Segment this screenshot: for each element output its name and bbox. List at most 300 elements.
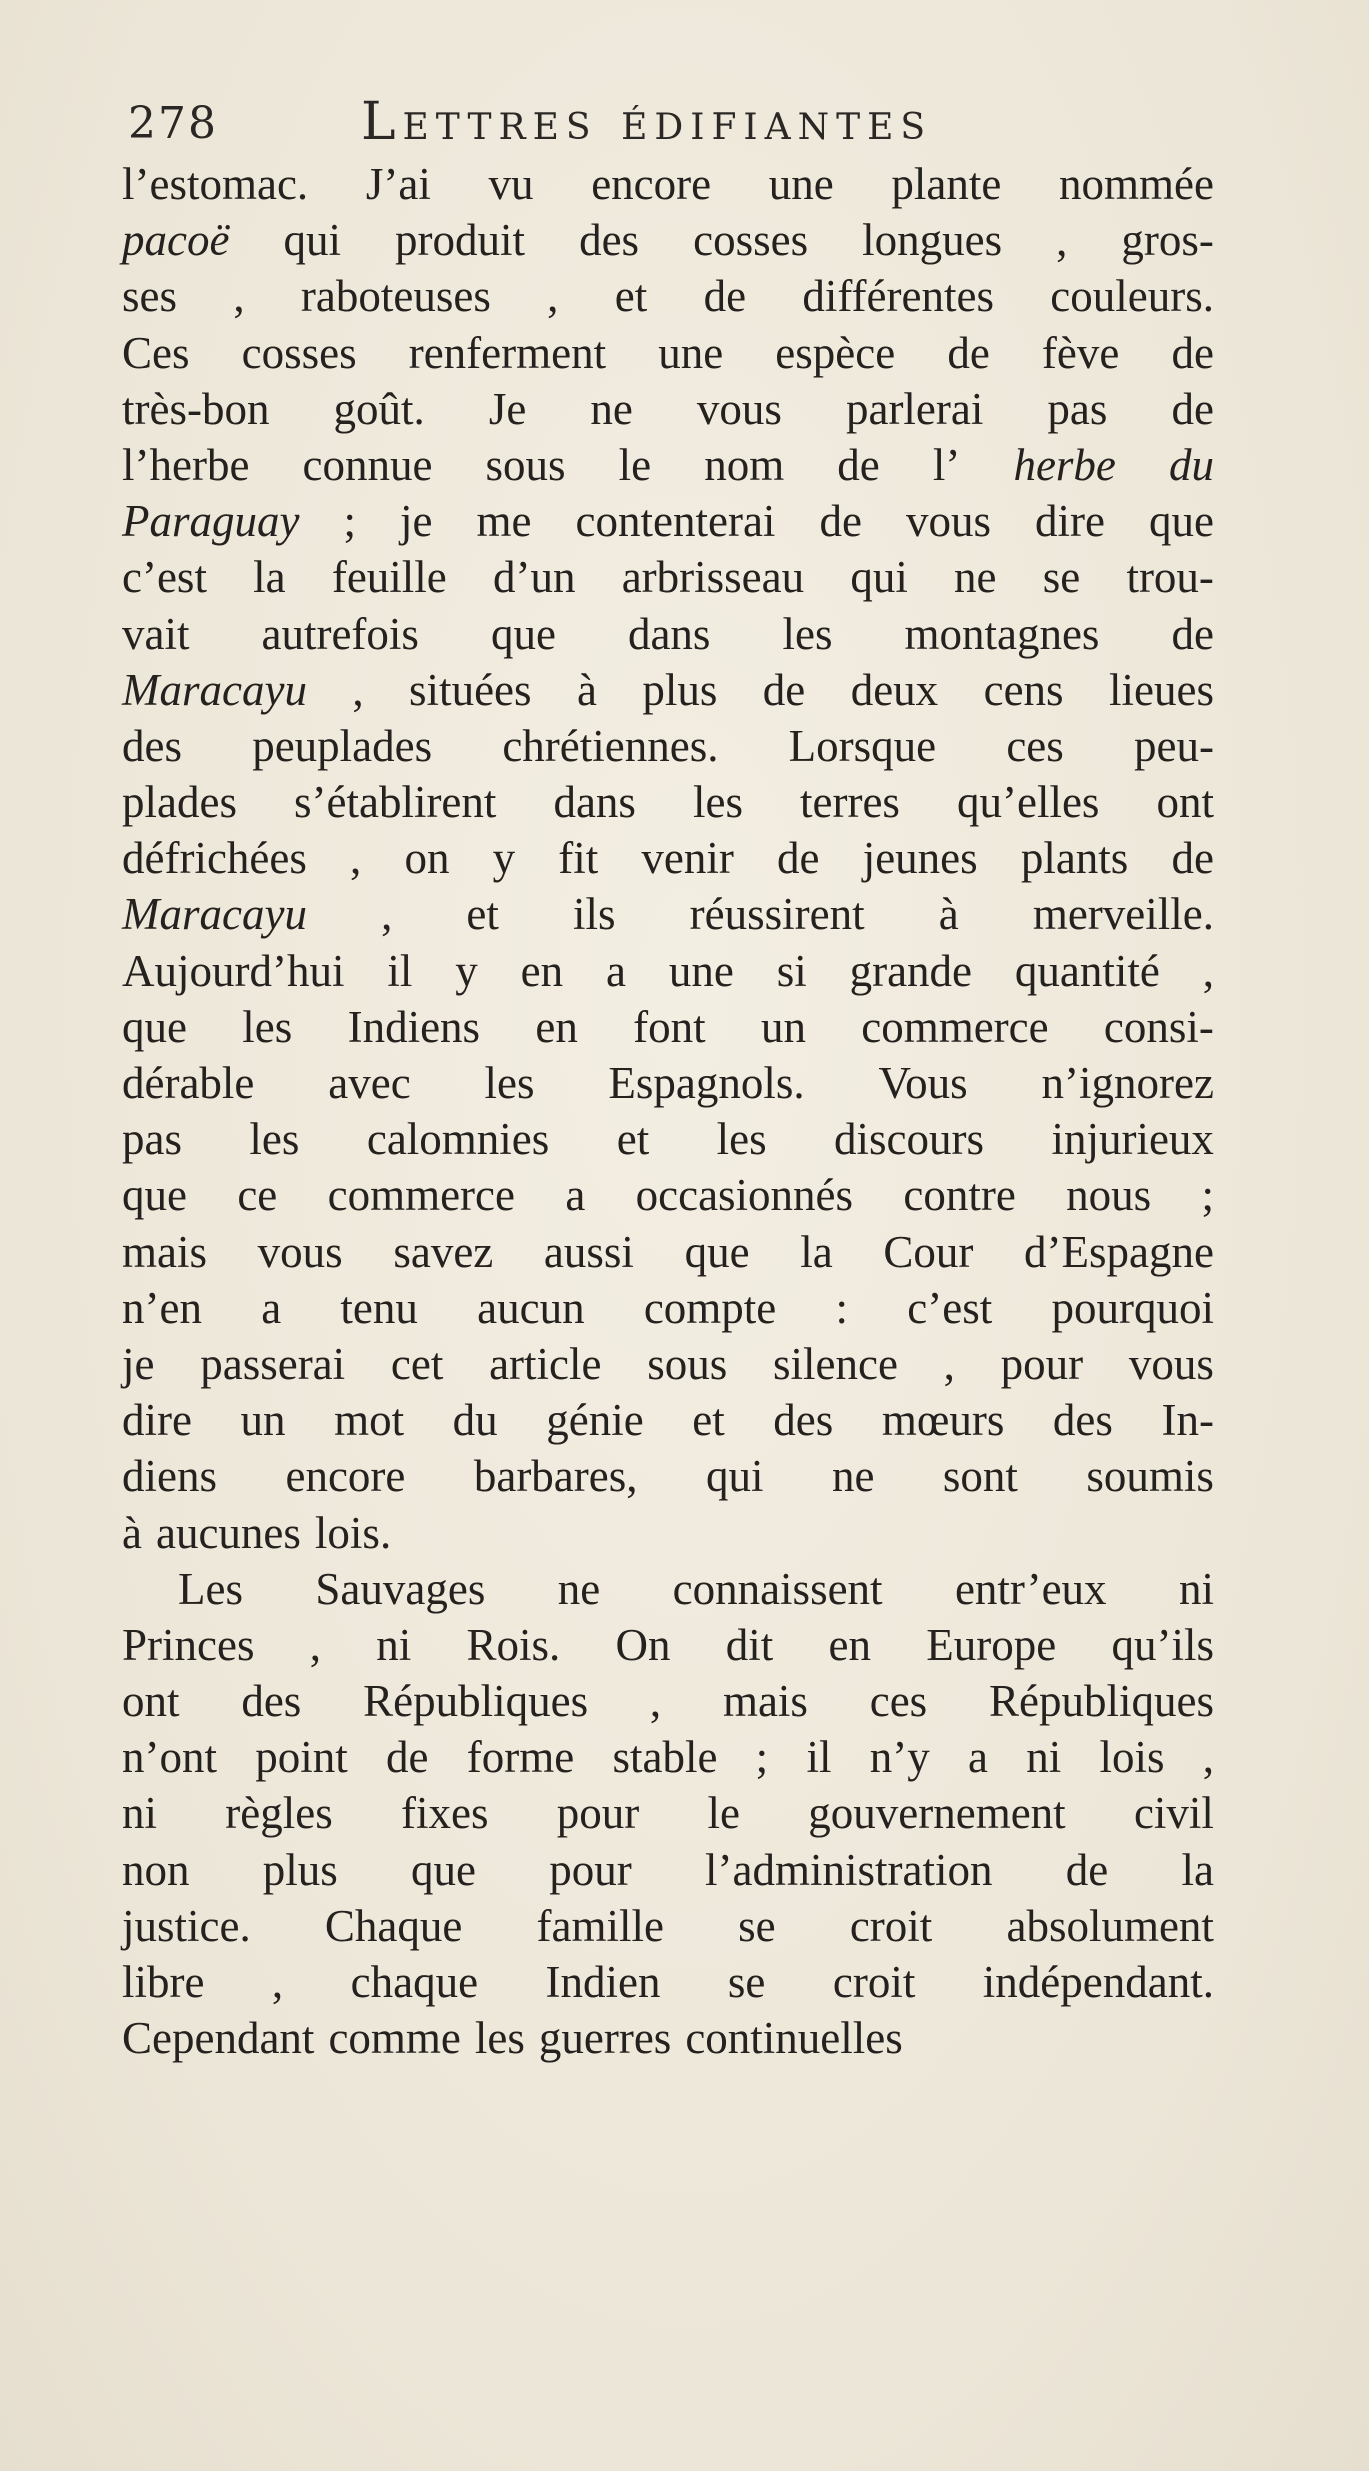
word: génie [546, 1395, 644, 1446]
word: On [615, 1619, 671, 1670]
word: cosses [241, 327, 357, 378]
text-line [122, 1167, 1214, 1223]
word: qui [283, 215, 341, 266]
word: très-bon [122, 383, 270, 434]
word: dans [627, 608, 711, 659]
word: article [489, 1338, 602, 1389]
word: vous [1128, 1338, 1214, 1389]
word: a [565, 1170, 586, 1221]
word: des [122, 720, 182, 771]
word: font [633, 1001, 706, 1052]
word: dérable [122, 1058, 255, 1108]
word: consi- [1103, 1001, 1214, 1052]
word: peu- [1133, 720, 1214, 771]
word: plus [642, 664, 718, 715]
word: gros- [1121, 215, 1214, 266]
word: croit [849, 1900, 933, 1951]
word: il [806, 1732, 832, 1783]
word: qui [850, 552, 908, 603]
word: mais [122, 1226, 207, 1277]
text-line [122, 1111, 1214, 1167]
word: libre [122, 1957, 205, 2007]
word: à [576, 664, 597, 715]
word: de [837, 439, 880, 490]
word: civil [1133, 1788, 1214, 1839]
word: encore [285, 1451, 406, 1502]
word: il [387, 945, 413, 996]
text-line [122, 1954, 1214, 2010]
text-line [122, 1785, 1214, 1841]
text-line [122, 381, 1214, 437]
word: calomnies [366, 1114, 550, 1165]
word: je [400, 496, 433, 547]
word: mais [722, 1676, 808, 1727]
word: , [271, 1957, 284, 2007]
word: pour [549, 1844, 632, 1895]
text-line [122, 1392, 1214, 1448]
word: Républiques [363, 1676, 589, 1727]
word: feuille [331, 552, 447, 603]
word: terres [800, 777, 900, 828]
word: plants [1020, 833, 1129, 884]
word: vous [905, 496, 991, 547]
word: y [492, 833, 516, 884]
word: Aujourd’hui [122, 945, 345, 996]
word: que [1148, 496, 1214, 547]
word: diens [122, 1451, 217, 1502]
word: mœurs [881, 1395, 1005, 1446]
text-line [122, 212, 1214, 268]
word: connue [302, 439, 433, 490]
word: de [1065, 1844, 1109, 1895]
word: fit [558, 833, 599, 884]
word: que [490, 608, 556, 659]
word: des [1052, 1395, 1113, 1446]
word: Cour [883, 1226, 974, 1277]
word: Chaque [324, 1900, 463, 1951]
word: ils [573, 889, 616, 940]
text-line [122, 886, 1214, 942]
word: de [1171, 327, 1214, 378]
word: aussi [543, 1226, 634, 1277]
word: un [240, 1395, 286, 1446]
word: ne [590, 383, 633, 434]
word: ; [343, 496, 357, 547]
word: Rois. [466, 1619, 561, 1670]
word: passerai [200, 1338, 346, 1389]
word: comme [328, 2013, 461, 2064]
word: que [411, 1844, 476, 1895]
word: chaque [350, 1957, 479, 2007]
word: renferment [408, 327, 607, 378]
word: qui [705, 1451, 764, 1502]
text-line [122, 606, 1214, 662]
word: qu’ils [1111, 1619, 1214, 1670]
word: a [605, 945, 626, 996]
word: ni [1026, 1732, 1062, 1783]
word: , [233, 271, 245, 322]
word: de [703, 271, 747, 322]
word: le [707, 1788, 740, 1839]
word: situées [409, 664, 532, 715]
word: de [777, 833, 820, 884]
word: et [692, 1395, 725, 1446]
word: compte [643, 1282, 777, 1333]
word: l’herbe [122, 439, 250, 490]
text-line [122, 156, 1214, 212]
word: n’en [122, 1282, 202, 1333]
word: sous [485, 439, 566, 490]
word: ni [122, 1788, 158, 1839]
word: croit [832, 1957, 916, 2007]
word: différentes [802, 271, 994, 322]
word: pour [556, 1788, 640, 1839]
word: des [241, 1676, 302, 1727]
word: deux [850, 664, 939, 715]
word: pourquoi [1051, 1282, 1214, 1333]
word: longues [862, 215, 1003, 266]
word: Espagnols. [608, 1058, 805, 1108]
word: produit [395, 215, 526, 266]
word: ces [1006, 720, 1064, 771]
word: Lorsque [788, 720, 937, 771]
word: contenterai [575, 496, 776, 547]
word: dans [553, 777, 636, 828]
word: silence [773, 1338, 898, 1389]
word: les [692, 777, 743, 828]
word: n’ont [122, 1732, 217, 1783]
italic-word: Paraguay [122, 496, 300, 547]
word: Ces [122, 327, 190, 378]
word: se [738, 1900, 776, 1951]
word: et [616, 1114, 650, 1165]
text-line [122, 830, 1214, 886]
word: trou- [1126, 552, 1214, 603]
word: en [535, 1001, 578, 1052]
word: : [835, 1282, 849, 1333]
word: Vous [878, 1058, 968, 1108]
word: plante [891, 159, 1002, 209]
word: , [309, 1619, 321, 1670]
text-line [122, 1729, 1214, 1785]
word: que [122, 1170, 187, 1221]
word: se [727, 1957, 766, 2007]
word: quantité [1014, 945, 1160, 996]
text-line [122, 1842, 1214, 1898]
word: les [249, 1114, 300, 1165]
word: ses [122, 271, 177, 322]
word: , [1202, 945, 1214, 996]
word: que [684, 1226, 750, 1277]
word: ne [557, 1563, 601, 1614]
word: Princes [122, 1619, 255, 1670]
word: sont [942, 1451, 1018, 1502]
word: grande [849, 945, 973, 996]
word: s’établirent [294, 777, 497, 828]
text-line [122, 662, 1214, 718]
word: lieues [1109, 664, 1214, 715]
word: les [484, 1058, 535, 1108]
word: à [938, 889, 959, 940]
text-line [122, 1673, 1214, 1729]
word: forme [466, 1732, 575, 1783]
body-text [122, 156, 1214, 2066]
word: merveille. [1032, 889, 1214, 940]
word: si [776, 945, 807, 996]
text-line [122, 325, 1214, 381]
word: cet [390, 1338, 444, 1389]
word: continuelles [685, 2013, 903, 2064]
word: pour [1000, 1338, 1084, 1389]
word: les [716, 1114, 767, 1165]
word: plades [122, 777, 237, 828]
word: venir [641, 833, 734, 884]
word: guerres [538, 2013, 672, 2064]
word: jeunes [862, 833, 978, 884]
word: a [967, 1732, 988, 1783]
word: Indiens [347, 1001, 481, 1052]
word: Sauvages [315, 1563, 486, 1614]
word: ni [376, 1619, 412, 1670]
word: cens [983, 664, 1064, 715]
word: un [760, 1001, 806, 1052]
text-line [122, 1898, 1214, 1954]
word: espèce [775, 327, 896, 378]
word: ; [1201, 1170, 1214, 1221]
word: l’ [932, 439, 961, 490]
word: contre [903, 1170, 1016, 1221]
word: lois [1099, 1732, 1165, 1783]
text-line [122, 774, 1214, 830]
word: du [452, 1395, 498, 1446]
text-line [122, 1280, 1214, 1336]
word: absolument [1006, 1900, 1214, 1951]
word: parlerai [845, 383, 984, 434]
word: nommée [1059, 159, 1214, 209]
text-line [122, 1561, 1214, 1617]
word: fixes [401, 1788, 489, 1839]
italic-word: Maracayu [122, 664, 307, 715]
word: Indien [545, 1957, 661, 2007]
word: arbrisseau [621, 552, 805, 603]
word: pas [1047, 383, 1108, 434]
word: ces [869, 1676, 928, 1727]
word: entr’eux [954, 1563, 1107, 1614]
word: montagnes [904, 608, 1100, 659]
word: règles [225, 1788, 333, 1839]
word: aucun [477, 1282, 585, 1333]
word: l’estomac. [122, 159, 309, 209]
word: vu [488, 159, 534, 209]
word: une [768, 159, 834, 209]
page-header [128, 92, 1228, 152]
word: ce [237, 1170, 278, 1221]
word: de [819, 496, 862, 547]
text-line [122, 1448, 1214, 1504]
word: plus [262, 1844, 338, 1895]
word: se [1042, 552, 1081, 603]
text-line [122, 549, 1214, 605]
word: de [386, 1732, 429, 1783]
word: dit [725, 1619, 774, 1670]
word: , [381, 889, 393, 940]
text-line [122, 1505, 1214, 1561]
word: n’ignorez [1041, 1058, 1214, 1108]
text-line [122, 268, 1214, 324]
word: gouvernement [808, 1788, 1066, 1839]
word: y [455, 945, 478, 996]
word: nous [1066, 1170, 1152, 1221]
word: non [122, 1844, 190, 1895]
word: que [122, 1001, 187, 1052]
word: couleurs. [1050, 271, 1214, 322]
word: vait [122, 608, 190, 659]
word: à [122, 1507, 142, 1558]
italic-word: du [1168, 439, 1214, 490]
word: qu’elles [956, 777, 1100, 828]
word: raboteuses [300, 271, 491, 322]
word: point [255, 1732, 348, 1783]
word: l’administration [705, 1844, 993, 1895]
word: tenu [340, 1282, 418, 1333]
word: je [122, 1338, 155, 1389]
word: avec [328, 1058, 411, 1108]
word: autrefois [261, 608, 419, 659]
word: mot [334, 1395, 405, 1446]
word: les [242, 1001, 293, 1052]
word: et [614, 271, 648, 322]
text-line [122, 1055, 1214, 1111]
word: dire [1034, 496, 1105, 547]
word: ne [954, 552, 997, 603]
word: indépendant. [982, 1957, 1214, 2007]
word: des [579, 215, 640, 266]
word: vous [257, 1226, 343, 1277]
word: en [520, 945, 564, 996]
word: ont [1156, 777, 1214, 828]
word: nom [704, 439, 785, 490]
word: c’est [907, 1282, 993, 1333]
word: barbares, [473, 1451, 638, 1502]
word: me [476, 496, 532, 547]
italic-word: pacoë [122, 215, 230, 266]
word: commerce [861, 1001, 1049, 1052]
word: une [668, 945, 734, 996]
word: , [352, 664, 364, 715]
word: dire [122, 1395, 192, 1446]
word: sous [647, 1338, 728, 1389]
word: réussirent [689, 889, 865, 940]
word: pas [122, 1114, 182, 1165]
word: stable [612, 1732, 718, 1783]
word: vous [696, 383, 782, 434]
text-line [122, 1617, 1214, 1673]
word: les [782, 608, 833, 659]
word: le [618, 439, 652, 490]
word: injurieux [1051, 1114, 1214, 1165]
word: cosses [693, 215, 809, 266]
word: et [466, 889, 499, 940]
word: occasionnés [635, 1170, 854, 1221]
word: peuplades [252, 720, 433, 771]
word: la [1181, 1844, 1214, 1895]
word: savez [393, 1226, 494, 1277]
word: de [1171, 833, 1214, 884]
word: d’un [493, 552, 576, 603]
word: a [261, 1282, 282, 1333]
word: discours [834, 1114, 985, 1165]
word: encore [591, 159, 712, 209]
word: d’Espagne [1024, 1226, 1214, 1277]
running-title: Lettres édifiantes [361, 92, 933, 152]
word: ni [1178, 1563, 1214, 1614]
word: , [350, 833, 362, 884]
word: Cependant [122, 2013, 315, 2064]
word: Les [178, 1563, 243, 1614]
word: c’est [122, 552, 207, 603]
word: fève [1041, 327, 1120, 378]
word: n’y [869, 1732, 930, 1783]
text-line [122, 718, 1214, 774]
word: Républiques [989, 1676, 1214, 1727]
word: de [947, 327, 990, 378]
word: , [1202, 1732, 1214, 1783]
word: J’ai [365, 159, 431, 209]
word: les [474, 2013, 525, 2064]
text-line [122, 437, 1214, 493]
word: de [762, 664, 806, 715]
word: famille [536, 1900, 664, 1951]
word: soumis [1086, 1451, 1214, 1502]
word: en [828, 1619, 872, 1670]
text-line [122, 1336, 1214, 1392]
text-line [122, 943, 1214, 999]
word: une [658, 327, 724, 378]
word: goût. [333, 383, 425, 434]
word: on [404, 833, 450, 884]
italic-word: Maracayu [122, 889, 307, 940]
italic-word: herbe [1013, 439, 1116, 490]
word: Je [488, 383, 527, 434]
word: de [1171, 608, 1214, 659]
word: ont [122, 1676, 180, 1727]
text-line [122, 1224, 1214, 1280]
word: lois. [314, 1507, 392, 1558]
word: , [649, 1676, 662, 1727]
word: , [943, 1338, 955, 1389]
word: aucunes [155, 1507, 301, 1558]
word: ; [755, 1732, 769, 1783]
word: la [800, 1226, 833, 1277]
word: la [253, 552, 286, 603]
word: In- [1161, 1395, 1214, 1446]
word: chrétiennes. [502, 720, 719, 771]
word: Europe [926, 1619, 1057, 1670]
word: commerce [327, 1170, 515, 1221]
word: de [1171, 383, 1214, 434]
page-number: 278 [128, 98, 218, 149]
word: des [773, 1395, 834, 1446]
word: ne [831, 1451, 875, 1502]
word: défrichées [122, 833, 307, 884]
text-line [122, 999, 1214, 1055]
text-line [122, 493, 1214, 549]
word: justice. [122, 1900, 251, 1951]
text-line [122, 2010, 1214, 2066]
word: connaissent [672, 1563, 883, 1614]
word: , [547, 271, 559, 322]
word: , [1056, 215, 1068, 266]
